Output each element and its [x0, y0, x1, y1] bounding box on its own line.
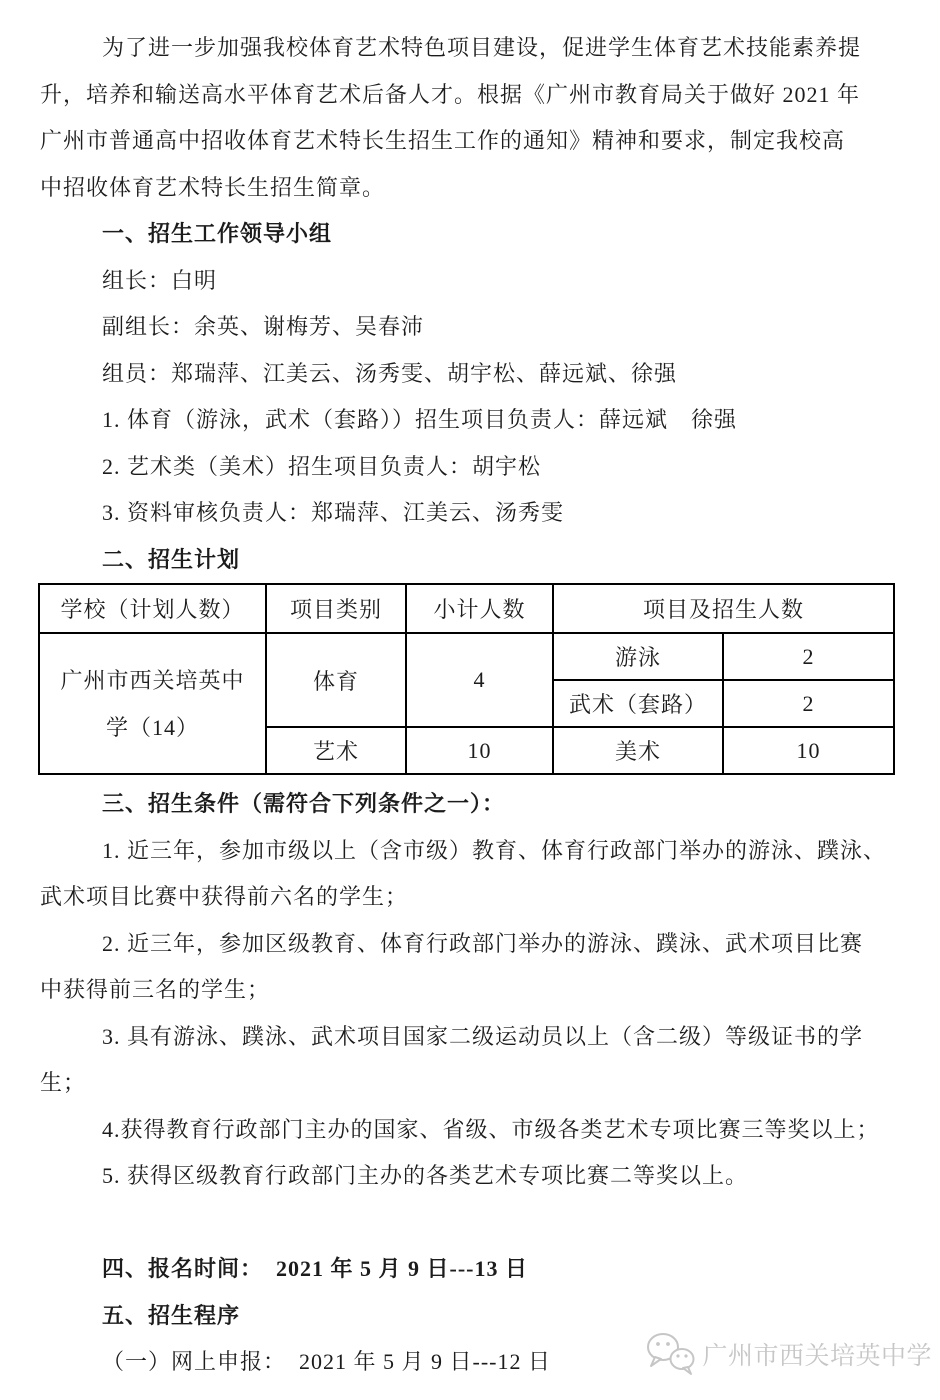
cell-project-fine-art: 美术 [553, 727, 723, 774]
enrollment-plan-table [38, 583, 895, 775]
text-line: 3. 具有游泳、蹼泳、武术项目国家二级运动员以上（含二级）等级证书的学 [102, 1023, 864, 1049]
text-line: 2. 近三年，参加区级教育、体育行政部门举办的游泳、蹼泳、武术项目比赛 [102, 930, 864, 956]
text-line: 5. 获得区级教育行政部门主办的各类艺术专项比赛二等奖以上。 [102, 1163, 749, 1188]
text-line: （一）网上申报： 2021 年 5 月 9 日---12 日 [102, 1349, 551, 1374]
cell-project-wushu: 武术（套路） [553, 680, 723, 727]
col-header-subtotal: 小计人数 [406, 584, 553, 633]
text-line: 3. 资料审核负责人：郑瑞萍、江美云、汤秀雯 [102, 500, 565, 525]
text-line: 武术项目比赛中获得前六名的学生； [40, 884, 409, 909]
text-line: 为了进一步加强我校体育艺术特色项目建设，促进学生体育艺术技能素养提 [102, 35, 862, 60]
text-line: 广州市普通高中招收体育艺术特长生招生工作的通知》精神和要求，制定我校高 [40, 128, 846, 153]
text-line: 1. 近三年，参加市级以上（含市级）教育、体育行政部门举办的游泳、蹼泳、 [102, 837, 887, 863]
text-line: 1. 体育（游泳，武术（套路））招生项目负责人：薛远斌 徐强 [102, 407, 738, 432]
watermark-label: 广州市西关培英中学 [702, 1343, 932, 1370]
text-line: 五、招生程序 [102, 1302, 241, 1328]
text-line: 一、招生工作领导小组 [102, 221, 333, 246]
text-line: 2. 艺术类（美术）招生项目负责人：胡宇松 [102, 453, 542, 479]
text-line: 四、报名时间： 2021 年 5 月 9 日---13 日 [102, 1256, 528, 1281]
text-line: 副组长：余英、谢梅芳、吴春沛 [102, 314, 425, 339]
cell-count-wushu: 2 [723, 680, 894, 727]
text-line: 中招收体育艺术特长生招生简章。 [40, 174, 386, 200]
text-line: 升，培养和输送高水平体育艺术后备人才。根据《广州市教育局关于做好 2021 年 [40, 81, 861, 107]
cell-category-sport: 体育 [266, 633, 406, 727]
school-name-text: 广州市西关培英中学（14） [60, 667, 245, 740]
cell-subtotal-art: 10 [406, 727, 553, 774]
cell-project-swimming: 游泳 [553, 633, 723, 680]
col-header-school: 学校（计划人数） [39, 584, 266, 633]
table-row [39, 633, 894, 680]
cell-school-name [39, 633, 266, 774]
text-line: 组员：郑瑞萍、江美云、汤秀雯、胡宇松、薛远斌、徐强 [102, 360, 678, 386]
text-line: 三、招生条件（需符合下列条件之一）： [102, 791, 506, 816]
text-line: 4.获得教育行政部门主办的国家、省级、市级各类艺术专项比赛三等奖以上； [102, 1116, 880, 1142]
text-line: 生； [40, 1070, 87, 1095]
table-header-row [39, 584, 894, 633]
text-line: 二、招生计划 [102, 546, 241, 572]
text-line: 中获得前三名的学生； [40, 977, 271, 1002]
intro-and-leading-group-section [40, 25, 910, 583]
cell-count-fine-art: 10 [723, 727, 894, 774]
col-header-category: 项目类别 [266, 584, 406, 633]
wechat-icon [643, 1330, 697, 1378]
cell-subtotal-sport: 4 [406, 633, 553, 727]
cell-count-swimming: 2 [723, 633, 894, 680]
col-header-projects: 项目及招生人数 [553, 584, 894, 633]
cell-category-art: 艺术 [266, 727, 406, 774]
text-line [40, 1200, 910, 1247]
text-line: 组长：白明 [102, 267, 218, 293]
conditions-and-schedule-section [40, 781, 910, 1386]
watermark-school-account [643, 1330, 932, 1378]
